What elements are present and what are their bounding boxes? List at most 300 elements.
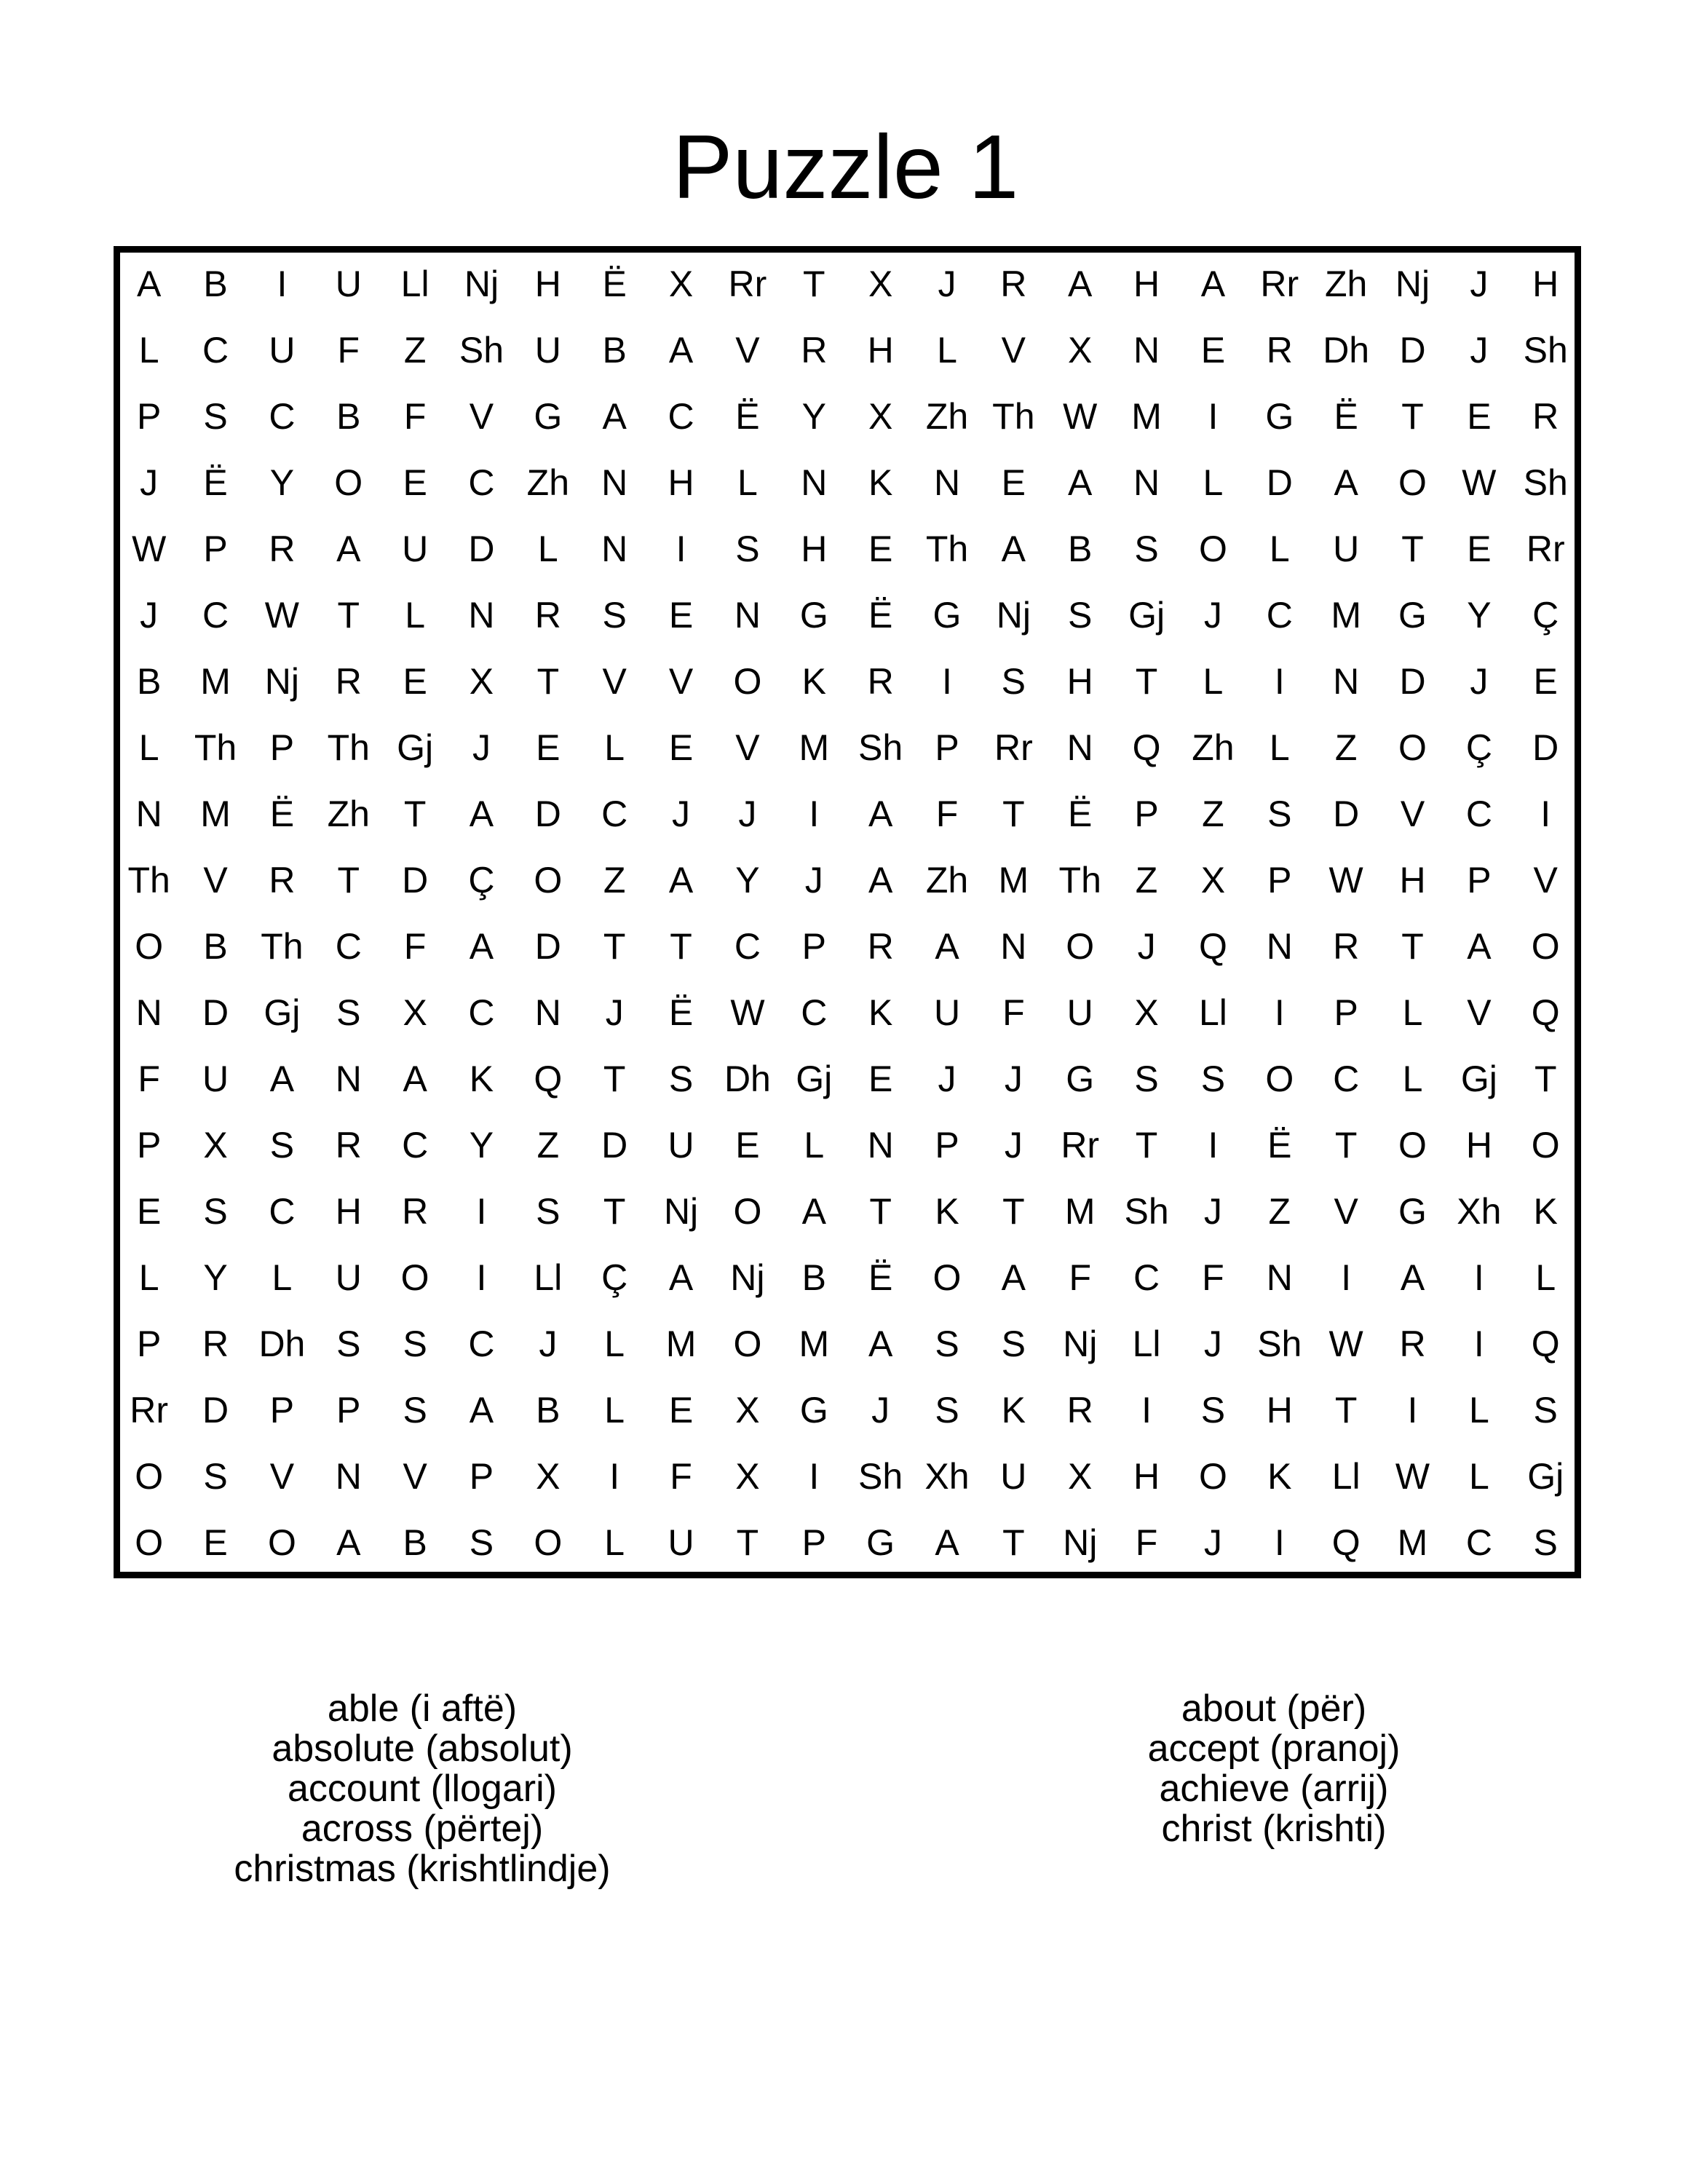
grid-cell[interactable]: Gj — [1460, 1058, 1497, 1099]
grid-cell[interactable]: S — [1068, 594, 1093, 636]
grid-cell[interactable]: M — [799, 1323, 830, 1364]
grid-cell[interactable]: Ë — [602, 263, 627, 304]
grid-cell[interactable]: G — [534, 395, 563, 437]
grid-cell[interactable]: P — [269, 1389, 295, 1431]
grid-cell[interactable]: N — [1333, 660, 1360, 702]
grid-cell[interactable]: I — [1473, 1323, 1484, 1364]
grid-cell[interactable]: E — [536, 727, 561, 768]
grid-cell[interactable]: R — [269, 859, 296, 901]
grid-cell[interactable]: T — [603, 1058, 626, 1099]
grid-cell[interactable]: O — [267, 1522, 296, 1563]
grid-cell[interactable]: U — [335, 1257, 362, 1298]
grid-cell[interactable]: L — [138, 727, 159, 768]
grid-cell[interactable]: R — [534, 594, 561, 636]
grid-cell[interactable]: Z — [536, 1124, 560, 1166]
grid-cell[interactable]: D — [1532, 727, 1559, 768]
grid-cell[interactable]: Gj — [1527, 1455, 1564, 1497]
grid-cell[interactable]: J — [1203, 1522, 1222, 1563]
grid-cell[interactable]: R — [402, 1190, 429, 1232]
grid-cell[interactable]: T — [1135, 660, 1158, 702]
grid-cell[interactable]: Gj — [397, 727, 434, 768]
grid-cell[interactable]: Rr — [130, 1389, 169, 1431]
grid-cell[interactable]: C — [668, 395, 694, 437]
grid-cell[interactable]: R — [801, 329, 828, 371]
grid-cell[interactable]: M — [998, 859, 1029, 901]
grid-cell[interactable]: T — [670, 925, 692, 967]
grid-cell[interactable]: R — [1532, 395, 1559, 437]
grid-cell[interactable]: J — [1137, 925, 1156, 967]
grid-cell[interactable]: I — [476, 1190, 487, 1232]
grid-cell[interactable]: Ç — [468, 859, 495, 901]
grid-cell[interactable]: Nj — [1063, 1323, 1098, 1364]
grid-cell[interactable]: C — [468, 992, 495, 1033]
grid-cell[interactable]: E — [668, 1389, 694, 1431]
grid-cell[interactable]: P — [269, 727, 295, 768]
grid-cell[interactable]: Q — [1198, 925, 1227, 967]
grid-cell[interactable]: G — [1066, 1058, 1095, 1099]
grid-cell[interactable]: A — [668, 859, 694, 901]
grid-cell[interactable]: W — [1462, 462, 1497, 503]
grid-cell[interactable]: J — [1203, 1323, 1222, 1364]
grid-cell[interactable]: G — [799, 594, 828, 636]
grid-cell[interactable]: P — [336, 1389, 361, 1431]
grid-cell[interactable]: L — [1468, 1455, 1489, 1497]
grid-cell[interactable]: M — [1331, 594, 1361, 636]
grid-cell[interactable]: A — [269, 1058, 295, 1099]
grid-cell[interactable]: E — [403, 462, 427, 503]
grid-cell[interactable]: G — [866, 1522, 895, 1563]
grid-cell[interactable]: I — [942, 660, 952, 702]
grid-cell[interactable]: H — [1066, 660, 1093, 702]
grid-cell[interactable]: L — [537, 528, 558, 569]
grid-cell[interactable]: J — [605, 992, 624, 1033]
grid-cell[interactable]: C — [202, 329, 229, 371]
grid-cell[interactable]: S — [203, 395, 228, 437]
grid-cell[interactable]: S — [203, 1190, 228, 1232]
grid-cell[interactable]: S — [336, 1323, 361, 1364]
grid-cell[interactable]: T — [603, 1190, 626, 1232]
grid-cell[interactable]: E — [137, 1190, 162, 1232]
grid-cell[interactable]: L — [1402, 992, 1423, 1033]
grid-cell[interactable]: Dh — [1323, 329, 1370, 371]
grid-cell[interactable]: F — [403, 395, 427, 437]
grid-cell[interactable]: U — [668, 1124, 694, 1166]
grid-cell[interactable]: P — [801, 925, 826, 967]
grid-cell[interactable]: V — [1467, 992, 1492, 1033]
grid-cell[interactable]: G — [1398, 594, 1427, 636]
grid-cell[interactable]: I — [1473, 1257, 1484, 1298]
grid-cell[interactable]: P — [1267, 859, 1292, 901]
grid-cell[interactable]: O — [135, 1455, 164, 1497]
grid-cell[interactable]: Ë — [269, 793, 295, 834]
grid-cell[interactable]: L — [272, 1257, 293, 1298]
grid-cell[interactable]: N — [933, 462, 961, 503]
grid-cell[interactable]: K — [1267, 1455, 1292, 1497]
grid-cell[interactable]: D — [1266, 462, 1293, 503]
grid-cell[interactable]: Y — [801, 395, 826, 437]
grid-cell[interactable]: S — [1134, 528, 1159, 569]
grid-cell[interactable]: T — [337, 594, 360, 636]
grid-cell[interactable]: Ë — [1267, 1124, 1292, 1166]
grid-cell[interactable]: Nj — [730, 1257, 765, 1298]
grid-cell[interactable]: Xh — [1457, 1190, 1502, 1232]
grid-cell[interactable]: V — [403, 1455, 427, 1497]
grid-cell[interactable]: E — [1467, 395, 1492, 437]
grid-cell[interactable]: M — [799, 727, 830, 768]
grid-cell[interactable]: V — [469, 395, 494, 437]
grid-cell[interactable]: K — [935, 1190, 959, 1232]
grid-cell[interactable]: Y — [469, 1124, 494, 1166]
grid-cell[interactable]: R — [1000, 263, 1027, 304]
grid-cell[interactable]: T — [1002, 1190, 1025, 1232]
grid-cell[interactable]: R — [1333, 925, 1360, 967]
grid-cell[interactable]: R — [1266, 329, 1293, 371]
grid-cell[interactable]: X — [203, 1124, 228, 1166]
grid-cell[interactable]: X — [735, 1455, 760, 1497]
grid-cell[interactable]: E — [868, 528, 893, 569]
grid-cell[interactable]: F — [670, 1455, 692, 1497]
grid-cell[interactable]: F — [935, 793, 959, 834]
grid-cell[interactable]: D — [534, 793, 561, 834]
grid-cell[interactable]: O — [1066, 925, 1095, 967]
grid-cell[interactable]: Ë — [1334, 395, 1358, 437]
grid-cell[interactable]: Ë — [668, 992, 694, 1033]
grid-cell[interactable]: T — [869, 1190, 892, 1232]
grid-cell[interactable]: M — [665, 1323, 697, 1364]
grid-cell[interactable]: V — [1400, 793, 1425, 834]
grid-cell[interactable]: R — [335, 660, 362, 702]
grid-cell[interactable]: T — [1401, 528, 1424, 569]
grid-cell[interactable]: Z — [1268, 1190, 1291, 1232]
grid-cell[interactable]: J — [140, 462, 159, 503]
grid-cell[interactable]: Ë — [203, 462, 228, 503]
grid-cell[interactable]: A — [1068, 263, 1093, 304]
grid-cell[interactable]: X — [868, 395, 893, 437]
grid-cell[interactable]: P — [137, 1323, 162, 1364]
grid-cell[interactable]: D — [1399, 329, 1426, 371]
grid-cell[interactable]: F — [403, 925, 427, 967]
grid-cell[interactable]: P — [1134, 793, 1159, 834]
grid-cell[interactable]: D — [601, 1124, 628, 1166]
grid-cell[interactable]: Z — [1334, 727, 1358, 768]
grid-cell[interactable]: S — [935, 1323, 959, 1364]
grid-cell[interactable]: I — [476, 1257, 487, 1298]
grid-cell[interactable]: O — [1198, 528, 1227, 569]
grid-cell[interactable]: X — [1134, 992, 1159, 1033]
grid-cell[interactable]: L — [604, 1323, 625, 1364]
grid-cell[interactable]: E — [1467, 528, 1492, 569]
grid-cell[interactable]: Nj — [264, 660, 299, 702]
grid-cell[interactable]: I — [1274, 992, 1285, 1033]
grid-cell[interactable]: Zh — [1324, 263, 1368, 304]
grid-cell[interactable]: L — [1535, 1257, 1556, 1298]
grid-cell[interactable]: T — [1002, 1522, 1025, 1563]
grid-cell[interactable]: V — [1334, 1190, 1358, 1232]
grid-cell[interactable]: S — [1134, 1058, 1159, 1099]
grid-cell[interactable]: H — [867, 329, 894, 371]
grid-cell[interactable]: I — [1141, 1389, 1152, 1431]
grid-cell[interactable]: Ç — [1465, 727, 1492, 768]
grid-cell[interactable]: Ll — [1331, 1455, 1361, 1497]
grid-cell[interactable]: Ë — [1068, 793, 1093, 834]
grid-cell[interactable]: Ll — [400, 263, 429, 304]
grid-cell[interactable]: A — [1400, 1257, 1425, 1298]
grid-cell[interactable]: Ll — [534, 1257, 563, 1298]
grid-cell[interactable]: H — [1133, 1455, 1160, 1497]
grid-cell[interactable]: V — [602, 660, 627, 702]
grid-cell[interactable]: S — [1001, 660, 1026, 702]
grid-cell[interactable]: S — [469, 1522, 494, 1563]
grid-cell[interactable]: Rr — [728, 263, 767, 304]
grid-cell[interactable]: Sh — [1523, 329, 1568, 371]
grid-cell[interactable]: U — [269, 329, 296, 371]
grid-cell[interactable]: Nj — [663, 1190, 699, 1232]
grid-cell[interactable]: Dh — [724, 1058, 771, 1099]
grid-cell[interactable]: A — [1200, 263, 1226, 304]
grid-cell[interactable]: L — [1269, 727, 1290, 768]
grid-cell[interactable]: J — [1203, 594, 1222, 636]
grid-cell[interactable]: Q — [1331, 1522, 1361, 1563]
grid-cell[interactable]: U — [534, 329, 561, 371]
grid-cell[interactable]: Nj — [464, 263, 499, 304]
grid-cell[interactable]: P — [469, 1455, 494, 1497]
grid-cell[interactable]: C — [1333, 1058, 1360, 1099]
grid-cell[interactable]: O — [733, 1190, 762, 1232]
grid-cell[interactable]: C — [801, 992, 828, 1033]
grid-cell[interactable]: Th — [1058, 859, 1101, 901]
grid-cell[interactable]: E — [203, 1522, 228, 1563]
grid-cell[interactable]: G — [1265, 395, 1294, 437]
grid-cell[interactable]: Sh — [1257, 1323, 1302, 1364]
grid-cell[interactable]: D — [202, 1389, 229, 1431]
grid-cell[interactable]: C — [269, 1190, 296, 1232]
grid-cell[interactable]: O — [1198, 1455, 1227, 1497]
grid-cell[interactable]: N — [335, 1455, 362, 1497]
grid-cell[interactable]: E — [403, 660, 427, 702]
grid-cell[interactable]: Sh — [858, 727, 903, 768]
grid-cell[interactable]: T — [1334, 1124, 1358, 1166]
grid-cell[interactable]: S — [403, 1323, 427, 1364]
grid-cell[interactable]: Rr — [1061, 1124, 1100, 1166]
grid-cell[interactable]: C — [269, 395, 296, 437]
grid-cell[interactable]: K — [868, 462, 893, 503]
grid-cell[interactable]: S — [1001, 1323, 1026, 1364]
grid-cell[interactable]: Sh — [1523, 462, 1568, 503]
grid-cell[interactable]: Nj — [1063, 1522, 1098, 1563]
grid-cell[interactable]: S — [1533, 1522, 1558, 1563]
grid-cell[interactable]: Ë — [868, 594, 893, 636]
grid-cell[interactable]: O — [733, 1323, 762, 1364]
grid-cell[interactable]: W — [132, 528, 167, 569]
grid-cell[interactable]: T — [803, 263, 825, 304]
grid-cell[interactable]: Z — [1135, 859, 1158, 901]
grid-cell[interactable]: L — [138, 329, 159, 371]
grid-cell[interactable]: H — [668, 462, 694, 503]
grid-cell[interactable]: Th — [327, 727, 370, 768]
grid-cell[interactable]: W — [1063, 395, 1098, 437]
grid-cell[interactable]: F — [1202, 1257, 1224, 1298]
grid-cell[interactable]: L — [804, 1124, 825, 1166]
grid-cell[interactable]: X — [735, 1389, 760, 1431]
grid-cell[interactable]: L — [138, 1257, 159, 1298]
grid-cell[interactable]: Z — [403, 329, 427, 371]
grid-cell[interactable]: I — [676, 528, 686, 569]
grid-cell[interactable]: T — [1534, 1058, 1557, 1099]
grid-cell[interactable]: N — [468, 594, 495, 636]
grid-cell[interactable]: J — [1470, 263, 1489, 304]
grid-cell[interactable]: O — [135, 925, 164, 967]
grid-cell[interactable]: C — [601, 793, 628, 834]
grid-cell[interactable]: U — [933, 992, 961, 1033]
grid-cell[interactable]: Zh — [327, 793, 370, 834]
grid-cell[interactable]: B — [403, 1522, 427, 1563]
grid-cell[interactable]: J — [140, 594, 159, 636]
grid-cell[interactable]: F — [1135, 1522, 1158, 1563]
grid-cell[interactable]: C — [402, 1124, 429, 1166]
grid-cell[interactable]: B — [336, 395, 361, 437]
grid-cell[interactable]: I — [609, 1455, 620, 1497]
grid-cell[interactable]: Y — [269, 462, 295, 503]
grid-cell[interactable]: O — [1531, 925, 1560, 967]
grid-cell[interactable]: Zh — [526, 462, 570, 503]
grid-cell[interactable]: B — [203, 925, 228, 967]
grid-cell[interactable]: Nj — [1395, 263, 1430, 304]
grid-cell[interactable]: V — [203, 859, 228, 901]
grid-cell[interactable]: A — [668, 329, 694, 371]
grid-cell[interactable]: T — [1334, 1389, 1358, 1431]
grid-cell[interactable]: G — [1398, 1190, 1427, 1232]
grid-cell[interactable]: K — [1533, 1190, 1558, 1232]
grid-cell[interactable]: Th — [261, 925, 304, 967]
grid-cell[interactable]: L — [604, 1522, 625, 1563]
grid-cell[interactable]: L — [937, 329, 957, 371]
grid-cell[interactable]: T — [337, 859, 360, 901]
grid-cell[interactable]: T — [403, 793, 427, 834]
grid-cell[interactable]: U — [1066, 992, 1093, 1033]
grid-cell[interactable]: Th — [925, 528, 969, 569]
grid-cell[interactable]: H — [1133, 263, 1160, 304]
grid-cell[interactable]: P — [935, 727, 959, 768]
grid-cell[interactable]: U — [1333, 528, 1360, 569]
grid-cell[interactable]: S — [203, 1455, 228, 1497]
grid-cell[interactable]: O — [1398, 727, 1427, 768]
grid-cell[interactable]: I — [1341, 1257, 1352, 1298]
grid-cell[interactable]: H — [534, 263, 561, 304]
grid-cell[interactable]: W — [1328, 859, 1363, 901]
grid-cell[interactable]: O — [135, 1522, 164, 1563]
grid-cell[interactable]: P — [935, 1124, 959, 1166]
grid-cell[interactable]: V — [735, 727, 760, 768]
grid-cell[interactable]: X — [403, 992, 427, 1033]
grid-cell[interactable]: Q — [1132, 727, 1161, 768]
grid-cell[interactable]: E — [735, 1124, 760, 1166]
grid-cell[interactable]: K — [469, 1058, 494, 1099]
grid-cell[interactable]: S — [1200, 1389, 1226, 1431]
grid-cell[interactable]: R — [867, 660, 894, 702]
grid-cell[interactable]: Th — [127, 859, 170, 901]
grid-cell[interactable]: L — [737, 462, 758, 503]
grid-cell[interactable]: J — [472, 727, 491, 768]
grid-cell[interactable]: Sh — [858, 1455, 903, 1497]
grid-cell[interactable]: E — [1001, 462, 1026, 503]
grid-cell[interactable]: B — [137, 660, 162, 702]
grid-cell[interactable]: N — [1133, 329, 1160, 371]
grid-cell[interactable]: J — [1004, 1058, 1023, 1099]
grid-cell[interactable]: N — [1000, 925, 1027, 967]
grid-cell[interactable]: E — [668, 594, 694, 636]
grid-cell[interactable]: Ll — [1132, 1323, 1161, 1364]
grid-cell[interactable]: I — [277, 263, 288, 304]
grid-cell[interactable]: N — [1266, 925, 1293, 967]
grid-cell[interactable]: Rr — [1526, 528, 1565, 569]
grid-cell[interactable]: R — [335, 1124, 362, 1166]
grid-cell[interactable]: A — [336, 528, 361, 569]
grid-cell[interactable]: X — [868, 263, 893, 304]
grid-cell[interactable]: A — [602, 395, 627, 437]
grid-cell[interactable]: D — [534, 925, 561, 967]
grid-cell[interactable]: Ç — [601, 1257, 628, 1298]
grid-cell[interactable]: T — [603, 925, 626, 967]
grid-cell[interactable]: Rr — [1260, 263, 1299, 304]
grid-cell[interactable]: S — [668, 1058, 694, 1099]
grid-cell[interactable]: H — [1399, 859, 1426, 901]
grid-cell[interactable]: V — [735, 329, 760, 371]
grid-cell[interactable]: H — [335, 1190, 362, 1232]
grid-cell[interactable]: J — [938, 263, 957, 304]
grid-cell[interactable]: A — [1068, 462, 1093, 503]
grid-cell[interactable]: A — [868, 859, 893, 901]
grid-cell[interactable]: Ll — [1198, 992, 1227, 1033]
grid-cell[interactable]: N — [135, 992, 162, 1033]
grid-cell[interactable]: H — [1266, 1389, 1293, 1431]
grid-cell[interactable]: X — [1200, 859, 1226, 901]
grid-cell[interactable]: Ë — [868, 1257, 893, 1298]
grid-cell[interactable]: E — [868, 1058, 893, 1099]
grid-cell[interactable]: Ç — [1532, 594, 1559, 636]
grid-cell[interactable]: I — [809, 1455, 820, 1497]
grid-cell[interactable]: M — [1397, 1522, 1428, 1563]
grid-cell[interactable]: F — [138, 1058, 160, 1099]
grid-cell[interactable]: N — [135, 793, 162, 834]
grid-cell[interactable]: X — [469, 660, 494, 702]
grid-cell[interactable]: A — [801, 1190, 826, 1232]
grid-cell[interactable]: X — [536, 1455, 561, 1497]
grid-cell[interactable]: H — [1465, 1124, 1492, 1166]
grid-cell[interactable]: G — [932, 594, 962, 636]
grid-cell[interactable]: N — [734, 594, 761, 636]
grid-cell[interactable]: F — [337, 329, 360, 371]
grid-cell[interactable]: A — [1001, 1257, 1026, 1298]
grid-cell[interactable]: Th — [992, 395, 1035, 437]
grid-cell[interactable]: S — [602, 594, 627, 636]
grid-cell[interactable]: L — [604, 1389, 625, 1431]
grid-cell[interactable]: J — [1470, 660, 1489, 702]
grid-cell[interactable]: Gj — [264, 992, 301, 1033]
grid-cell[interactable]: K — [801, 660, 826, 702]
grid-cell[interactable]: I — [1274, 1522, 1285, 1563]
grid-cell[interactable]: R — [202, 1323, 229, 1364]
grid-cell[interactable]: A — [668, 1257, 694, 1298]
grid-cell[interactable]: I — [1208, 1124, 1219, 1166]
grid-cell[interactable]: X — [1068, 329, 1093, 371]
grid-cell[interactable]: V — [269, 1455, 295, 1497]
grid-cell[interactable]: S — [1200, 1058, 1226, 1099]
grid-cell[interactable]: D — [202, 992, 229, 1033]
grid-cell[interactable]: I — [1274, 660, 1285, 702]
grid-cell[interactable]: I — [809, 793, 820, 834]
grid-cell[interactable]: A — [469, 1389, 494, 1431]
grid-cell[interactable]: A — [1334, 462, 1358, 503]
